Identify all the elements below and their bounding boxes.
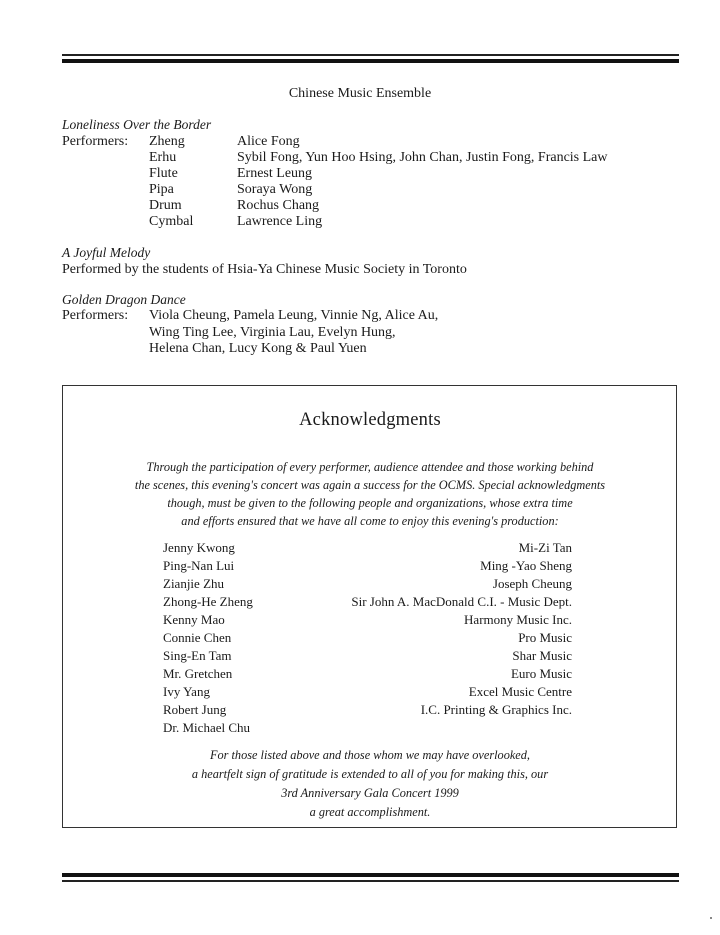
ack-org: Shar Music	[512, 648, 572, 663]
ack-name: Ping-Nan Lui	[163, 558, 235, 573]
intro-line: Through the participation of every performer, audience attendee and those working behind	[146, 460, 594, 474]
instrument: Cymbal	[149, 214, 194, 229]
ack-name: Zianjie Zhu	[163, 576, 225, 591]
piece-description: Performed by the students of Hsia-Ya Chinese Music Society in Toronto	[62, 262, 467, 277]
ack-name: Mr. Gretchen	[163, 666, 233, 681]
ack-org: Pro Music	[518, 630, 572, 645]
instrument: Erhu	[149, 150, 177, 165]
ack-name: Sing-En Tam	[163, 648, 232, 663]
performer-names: Wing Ting Lee, Virginia Lau, Evelyn Hung,	[149, 325, 396, 340]
section-title: Chinese Music Ensemble	[288, 86, 432, 101]
intro-line: and efforts ensured that we have all come to enjoy this evening's production:	[181, 514, 559, 528]
ack-name: Kenny Mao	[163, 612, 225, 627]
ack-org: Harmony Music Inc.	[464, 612, 572, 627]
performer-names: Soraya Wong	[237, 182, 313, 197]
intro-line: though, must be given to the following people and organizations, whose extra time	[167, 496, 573, 510]
instrument: Pipa	[149, 182, 174, 197]
closing-line: For those listed above and those whom we may have overlooked,	[210, 748, 530, 762]
performer-names: Helena Chan, Lucy Kong & Paul Yuen	[149, 341, 367, 356]
ack-org: Excel Music Centre	[468, 684, 572, 699]
ack-name: Connie Chen	[163, 630, 232, 645]
closing-line: 3rd Anniversary Gala Concert 1999	[281, 786, 459, 800]
performers-label: Performers:	[62, 308, 129, 323]
acknowledgments-closing	[100, 746, 640, 822]
performer-names: Alice Fong	[237, 134, 300, 149]
piece-title: Loneliness Over the Border	[62, 117, 212, 132]
performer-names: Sybil Fong, Yun Hoo Hsing, John Chan, Justin Fong, Francis Law	[237, 150, 608, 165]
ack-org: Mi-Zi Tan	[518, 540, 572, 555]
intro-line: the scenes, this evening's concert was again a success for the OCMS. Special acknowledgments	[134, 478, 606, 492]
ack-org: Ming -Yao Sheng	[480, 558, 572, 573]
performers-label: Performers:	[62, 134, 129, 149]
ack-name: Jenny Kwong	[163, 540, 235, 555]
piece-title: Golden Dragon Dance	[62, 292, 186, 307]
ack-org: Euro Music	[510, 666, 572, 681]
ack-org: I.C. Printing & Graphics Inc.	[420, 702, 572, 717]
bottom-double-rule	[62, 873, 679, 882]
ack-name: Robert Jung	[163, 702, 227, 717]
performer-names: Lawrence Ling	[237, 214, 323, 229]
ack-name: Dr. Michael Chu	[163, 720, 251, 735]
ack-name: Zhong-He Zheng	[163, 594, 253, 609]
instrument: Flute	[149, 166, 178, 181]
closing-line: a heartfelt sign of gratitude is extended to all of you for making this, our	[191, 767, 549, 781]
performer-names: Ernest Leung	[237, 166, 313, 181]
top-double-rule	[62, 54, 679, 63]
instrument: Drum	[149, 198, 182, 213]
performer-names: Rochus Chang	[237, 198, 320, 213]
scan-speck	[710, 917, 712, 919]
instrument: Zheng	[149, 134, 185, 149]
performer-names: Viola Cheung, Pamela Leung, Vinnie Ng, Alice Au,	[149, 308, 439, 323]
closing-line: a great accomplishment.	[309, 805, 431, 819]
acknowledgments-intro	[100, 458, 640, 530]
piece-title: A Joyful Melody	[62, 245, 151, 260]
ack-name: Ivy Yang	[163, 684, 210, 699]
acknowledgments-title: Acknowledgments	[299, 410, 441, 430]
ack-org: Sir John A. MacDonald C.I. - Music Dept.	[351, 594, 572, 609]
ack-org: Joseph Cheung	[492, 576, 572, 591]
